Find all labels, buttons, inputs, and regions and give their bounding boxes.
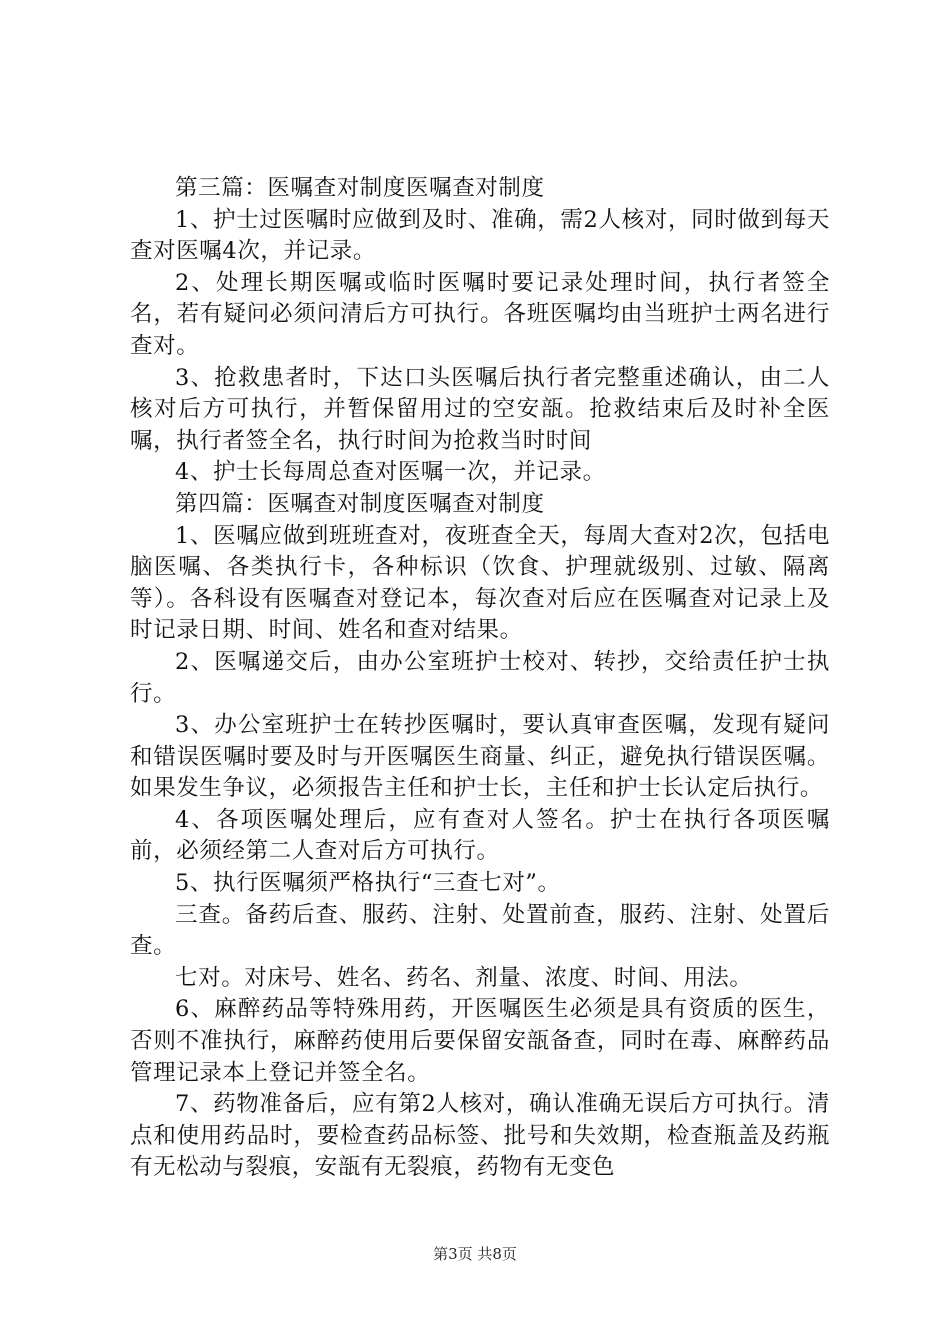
paragraph: 5、执行医嘱须严格执行“三查七对”。 <box>175 870 561 897</box>
paragraph: 三查。备药后查、服药、注射、处置前查，服药、注射、处置后查。 <box>130 901 830 960</box>
section-heading-4: 第四篇：医嘱查对制度医嘱查对制度 <box>175 490 545 517</box>
paragraph: 3、办公室班护士在转抄医嘱时，要认真审查医嘱，发现有疑问和错误医嘱时要及时与开医嘱医生商量、纠正，避免执行错误医嘱。如果发生争议，必须报告主任和护士长，主任和护士长认定后执行。 <box>130 712 830 802</box>
paragraph: 2、医嘱递交后，由办公室班护士校对、转抄，交给责任护士执行。 <box>130 648 830 707</box>
section-heading-3: 第三篇：医嘱查对制度医嘱查对制度 <box>175 175 545 201</box>
document-body <box>130 173 830 1184</box>
paragraph: 7、药物准备后，应有第2人核对，确认准确无误后方可执行。清点和使用药品时，要检查药品标签、批号和失效期，检查瓶盖及药瓶有无松动与裂痕，安瓿有无裂痕，药物有无变色 <box>130 1091 830 1181</box>
page-number: 第3页 共8页 <box>433 1245 517 1263</box>
paragraph: 4、各项医嘱处理后，应有查对人签名。护士在执行各项医嘱前，必须经第二人查对后方可执行。 <box>130 806 830 865</box>
paragraph: 4、护士长每周总查对医嘱一次，并记录。 <box>175 459 606 486</box>
paragraph: 1、护士过医嘱时应做到及时、准确，需2人核对，同时做到每天查对医嘱4次，并记录。 <box>130 206 830 265</box>
paragraph: 2、处理长期医嘱或临时医嘱时要记录处理时间，执行者签全名，若有疑问必须问清后方可执行。各班医嘱均由当班护士两名进行查对。 <box>130 269 830 359</box>
paragraph: 1、医嘱应做到班班查对，夜班查全天，每周大查对2次，包括电脑医嘱、各类执行卡，各种标识（饮食、护理就级别、过敏、隔离等）。各科设有医嘱查对登记本，每次查对后应在医嘱查对记录上及时记录日期、时间、姓名和查对结果。 <box>130 522 830 644</box>
paragraph: 3、抢救患者时，下达口头医嘱后执行者完整重述确认，由二人核对后方可执行，并暂保留用过的空安瓿。抢救结束后及时补全医嘱，执行者签全名，执行时间为抢救当时时间 <box>130 364 830 454</box>
paragraph: 七对。对床号、姓名、药名、剂量、浓度、时间、用法。 <box>175 964 753 991</box>
paragraph: 6、麻醉药品等特殊用药，开医嘱医生必须是具有资质的医生，否则不准执行，麻醉药使用后要保留安瓿备查，同时在毒、麻醉药品管理记录本上登记并签全名。 <box>130 996 830 1086</box>
